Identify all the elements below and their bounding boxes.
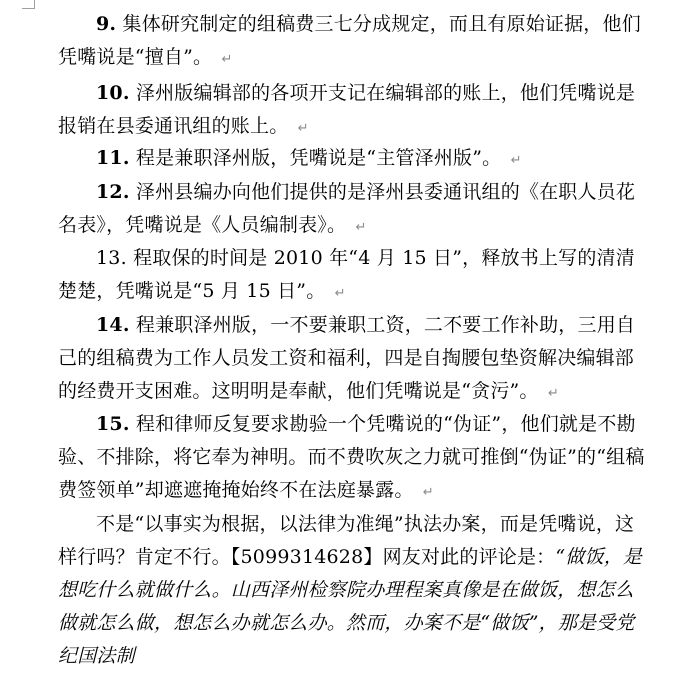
paragraph-mark-icon: ↵ bbox=[422, 485, 434, 500]
page-corner-mark bbox=[22, 0, 35, 9]
paragraph-mark-icon: ↵ bbox=[297, 121, 309, 136]
paragraph-number: 12. bbox=[96, 181, 130, 203]
paragraph-number: 14. bbox=[96, 314, 130, 336]
paragraph-number: 11. bbox=[96, 147, 130, 169]
paragraph-mark-icon: ↵ bbox=[547, 386, 559, 401]
closing-text-quote: “做饭，是想吃什么就做什么。山西泽州检察院办理程案真像是在做饭，想怎么做就怎么做，想怎么办就怎么办。然而，办案不是“做饭”，那是受党纪国法制 bbox=[58, 546, 643, 667]
paragraph-mark-icon: ↵ bbox=[355, 220, 367, 235]
paragraph-number: 15. bbox=[96, 413, 130, 435]
paragraph-mark-icon: ↵ bbox=[221, 52, 233, 67]
paragraph-text: 泽州版编辑部的各项开支记在编辑部的账上，他们凭嘴说是报销在县委通讯组的账上。 bbox=[58, 82, 636, 137]
closing-text-regular: 不是“以事实为根据，以法律为准绳”执法办案，而是凭嘴说，这样行吗？肯定不行。【5099314628】网友对此的评论是： bbox=[58, 513, 635, 568]
paragraph-9 bbox=[58, 8, 648, 76]
paragraph-number: 10. bbox=[96, 82, 130, 104]
paragraph-text: 程和律师反复要求勘验一个凭嘴说的“伪证”，他们就是不勘验、不排除，将它奉为神明。而不费吹灰之力就可推倒“伪证”的“组稿费签领单”却遮遮掩掩始终不在法庭暴露。 bbox=[58, 413, 645, 501]
paragraph-text: 程是兼职泽州版，凭嘴说是“主管泽州版”。 bbox=[135, 147, 502, 169]
paragraph-11 bbox=[58, 142, 648, 177]
paragraph-number: 13. bbox=[96, 247, 127, 269]
paragraph-12 bbox=[58, 176, 648, 244]
paragraph-10 bbox=[58, 77, 648, 145]
paragraph-text: 泽州县编办向他们提供的是泽州县委通讯组的《在职人员花名表》，凭嘴说是《人员编制表》。 bbox=[58, 181, 636, 236]
paragraph-text: 程兼职泽州版，一不要兼职工资，二不要工作补助，三用自己的组稿费为工作人员发工资和福利，四是自掏腰包垫资解决编辑部的经费开支困难。这明明是奉献，他们凭嘴说是“贪污”。 bbox=[58, 314, 636, 402]
paragraph-mark-icon: ↵ bbox=[334, 286, 346, 301]
paragraph-14 bbox=[58, 309, 648, 410]
paragraph-15 bbox=[58, 408, 648, 509]
paragraph-13 bbox=[58, 242, 648, 310]
paragraph-number: 9. bbox=[96, 13, 117, 35]
paragraph-text: 集体研究制定的组稿费三七分成规定，而且有原始证据，他们凭嘴说是“擅自”。 bbox=[58, 13, 641, 68]
paragraph-text: 程取保的时间是 2010 年“4 月 15 日”，释放书上写的清清楚楚，凭嘴说是“5 月 15 日”。 bbox=[58, 247, 635, 302]
paragraph-mark-icon: ↵ bbox=[510, 153, 522, 168]
closing-paragraph bbox=[58, 508, 648, 673]
